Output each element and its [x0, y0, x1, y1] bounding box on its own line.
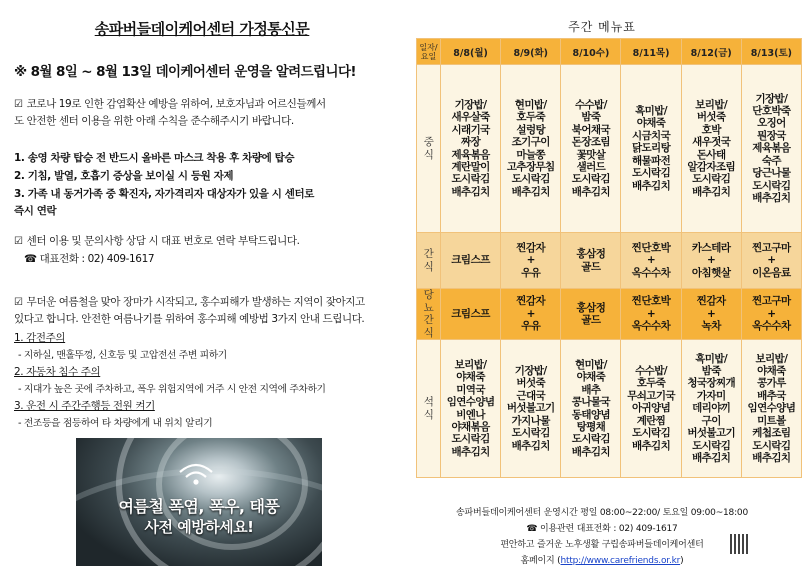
summer-intro-line-2: 있다고 합니다. 안전한 여름나기를 위하여 홍수피해 예방법 3가지 안내 드립니다.: [14, 313, 365, 325]
menu-item: 배추김치: [571, 445, 610, 458]
menu-cell: [441, 340, 501, 478]
menu-item: 꽃맛살: [576, 148, 606, 161]
menu-item: 닭도리탕: [631, 142, 671, 155]
checkbox-icon: ☑: [14, 99, 23, 110]
menu-item: 호박: [701, 123, 721, 136]
meal-type-label: 당 뇨 간 식: [417, 289, 441, 340]
menu-item: 야채죽: [636, 117, 666, 130]
menu-item: 보리밥/: [755, 352, 788, 365]
menu-item: 근대국: [516, 389, 546, 402]
menu-item: 배추김치: [571, 185, 610, 198]
menu-item: 야채죽: [576, 371, 606, 384]
menu-cell: [441, 65, 501, 233]
menu-item: 밤죽: [581, 111, 601, 124]
menu-item: 짜장: [461, 136, 481, 149]
menu-item: 새우젓국: [692, 136, 731, 149]
menu-item: 콩가루: [757, 377, 786, 390]
menu-item: +: [646, 254, 656, 267]
menu-item: 도시락김: [752, 179, 791, 192]
covid-intro-text-1: 코로나 19로 인한 감염확산 예방을 위하여, 보호자님과 어르신들께서: [26, 98, 326, 110]
tip-1-body: - 지하실, 맨홀뚜껑, 신호등 및 고압전선 주변 피하기: [18, 350, 227, 361]
menu-cell: [741, 289, 801, 340]
menu-item: 임연수양념: [747, 402, 796, 415]
menu-cell: [621, 233, 681, 289]
menu-item: 수수밥/: [574, 98, 607, 111]
menu-item: 오징어: [757, 117, 786, 130]
menu-item: 찐단호박: [631, 241, 671, 254]
menu-item: 크림스프: [451, 307, 490, 320]
date-day-header: [417, 39, 441, 65]
covid-intro-line-1: [14, 96, 326, 113]
menu-item: 현미밥/: [514, 98, 547, 111]
menu-item: 알감자조림: [687, 160, 736, 173]
menu-cell: [561, 65, 621, 233]
menu-item: 배추김치: [752, 191, 791, 204]
menu-cell: [681, 340, 741, 478]
menu-cell: [741, 340, 801, 478]
menu-item: 버섯죽: [696, 111, 726, 124]
menu-item: 아침햇살: [691, 266, 731, 279]
menu-item: 보리밥/: [695, 98, 728, 111]
menu-item: 우유: [521, 266, 541, 279]
menu-item: 미역국: [456, 383, 485, 396]
menu-item: 배추김치: [511, 185, 550, 198]
menu-item: 배추국: [757, 389, 786, 402]
menu-item: 북어채국: [571, 123, 610, 136]
checkbox-icon: ☑: [14, 236, 23, 247]
day-header: 8/13(토): [741, 39, 801, 65]
menu-item: +: [707, 307, 716, 320]
menu-item: 야채볶음: [451, 420, 490, 433]
menu-item: +: [646, 307, 656, 320]
menu-item: 옥수수차: [752, 320, 791, 333]
menu-item: 뭔장국: [757, 129, 786, 142]
meal-type-label: 중 식: [417, 65, 441, 233]
homepage-label: 홈페이지 (: [520, 556, 561, 566]
menu-item: 배추김치: [631, 439, 671, 452]
menu-item: +: [526, 254, 535, 267]
menu-item: 탕평채: [576, 420, 606, 433]
menu-item: 골드: [581, 314, 601, 326]
menu-item: 골드: [581, 260, 601, 273]
menu-item: 계란찜: [636, 414, 666, 427]
menu-item: 데리야끼: [692, 402, 731, 415]
menu-item: 수수밥/: [635, 365, 667, 378]
contact-note: [14, 233, 300, 250]
menu-panel: [402, 0, 810, 572]
menu-item: 새우살죽: [451, 111, 490, 124]
menu-item: 청국장찌개: [687, 377, 736, 390]
menu-item: 무쇠고기국: [627, 389, 675, 402]
menu-header-row: [417, 39, 802, 65]
menu-item: 마늘쫑: [516, 148, 546, 161]
covid-intro-line-2: 도 안전한 센터 이용을 위한 아래 수칙을 준수해주시기 바랍니다.: [14, 115, 294, 127]
menu-item: 도시락김: [511, 427, 550, 440]
menu-item: +: [767, 254, 776, 267]
menu-item: 콩나물국: [571, 396, 610, 409]
menu-item: 카스테라: [691, 241, 731, 254]
menu-item: 배추김치: [631, 179, 671, 192]
menu-item: +: [526, 307, 535, 320]
menu-item: 비엔나: [456, 408, 485, 421]
menu-title: 주간 메뉴표: [568, 20, 636, 34]
menu-item: 보리밥/: [454, 358, 487, 371]
menu-item: 홍삼정: [576, 301, 606, 314]
menu-item: 옥수수차: [631, 320, 671, 333]
headline: ※ 8월 8일 ~ 8월 13일 데이케어센터 운영을 알려드립니다!: [14, 64, 356, 80]
menu-item: 우유: [521, 320, 541, 333]
menu-item: 배추: [581, 383, 601, 396]
menu-item: 도시락김: [692, 439, 731, 452]
menu-item: 배추김치: [451, 445, 490, 458]
menu-item: 도시락김: [631, 167, 671, 180]
menu-item: 도시락김: [692, 173, 731, 186]
menu-cell: [501, 289, 561, 340]
menu-cell: [681, 65, 741, 233]
day-header: 8/12(금): [681, 39, 741, 65]
day-header: 8/8(월): [441, 39, 501, 65]
menu-row: [417, 289, 802, 340]
menu-item: +: [707, 254, 716, 267]
menu-item: 찐고구마: [752, 295, 791, 308]
image-caption-2: 사전 예방하세요!: [144, 518, 254, 536]
menu-item: 미트볼: [757, 414, 786, 427]
menu-item: 가지나물: [511, 414, 550, 427]
menu-item: 호두죽: [636, 377, 666, 390]
menu-item: 배추김치: [511, 439, 550, 452]
menu-item: 아귀양념: [631, 402, 671, 415]
menu-cell: [561, 233, 621, 289]
menu-item: 도시락김: [451, 173, 490, 186]
menu-item: 고추장무침: [506, 160, 555, 173]
menu-item: +: [767, 307, 776, 320]
menu-item: 기장밥/: [755, 92, 788, 105]
menu-item: 도시락김: [451, 433, 490, 446]
menu-item: 옥수수차: [631, 266, 671, 279]
menu-item: 도시락김: [571, 433, 610, 446]
menu-item: 해물파전: [631, 154, 671, 167]
contact-phone: ☎ 대표전화 : 02) 409-1617: [24, 253, 155, 265]
tip-3-body: - 전조등을 점등하여 타 차량에게 내 위치 알리기: [18, 418, 213, 429]
homepage-link[interactable]: http://www.carefriends.or.kr: [560, 556, 681, 566]
menu-item: 설렁탕: [516, 123, 546, 136]
menu-item: 조기구이: [511, 136, 550, 149]
weekly-menu-table: [416, 38, 802, 478]
rule-2: 2. 기침, 발열, 호흡기 증상을 보이실 시 등원 자제: [14, 170, 234, 182]
menu-item: 찐감자: [516, 295, 546, 308]
menu-item: 찐감자: [516, 241, 546, 254]
menu-cell: [741, 65, 801, 233]
menu-cell: [501, 233, 561, 289]
menu-cell: [741, 233, 801, 289]
menu-cell: [621, 289, 681, 340]
menu-item: 찐단호박: [631, 295, 671, 308]
menu-item: 배추김치: [752, 451, 791, 464]
day-header: 8/9(화): [501, 39, 561, 65]
menu-item: 녹차: [701, 320, 721, 333]
menu-item: 기장밥/: [454, 98, 487, 111]
tip-2-title: 2. 자동차 침수 주의: [14, 366, 101, 378]
menu-cell: [681, 289, 741, 340]
menu-item: 찐고구마: [752, 241, 791, 254]
menu-item: 도시락김: [752, 439, 791, 452]
newsletter-title: 송파버들데이케어센터 가정통신문: [94, 20, 310, 38]
menu-cell: [501, 340, 561, 478]
menu-item: 단호박죽: [752, 105, 791, 118]
menu-item: 이온음료: [752, 266, 791, 279]
contact-note-text: 센터 이용 및 문의사항 상담 시 대표 번호로 연락 부탁드립니다.: [26, 235, 300, 247]
menu-item: 계란말이: [451, 160, 490, 173]
menu-item: 제육볶음: [451, 148, 490, 161]
menu-item: 시금치국: [631, 129, 671, 142]
tip-3-title: 3. 운전 시 주간주행등 전원 켜기: [14, 400, 155, 412]
menu-item: 홍삼정: [576, 248, 606, 260]
menu-item: 도시락김: [571, 173, 610, 186]
summer-intro-line-1: [14, 294, 365, 311]
meal-type-label: 석 식: [417, 340, 441, 478]
menu-row: [417, 65, 802, 233]
menu-item: 케첩조림: [752, 427, 791, 440]
footer-homepage: [402, 553, 802, 569]
footer-phone: ☎ 이용관련 대표전화 : 02) 409-1617: [526, 524, 678, 534]
menu-item: 밤죽: [701, 365, 721, 378]
menu-item: 구이: [701, 414, 721, 427]
menu-cell: [681, 233, 741, 289]
footer-slogan: 편안하고 즐거운 노후생활 구립송파버들데이케어센터: [500, 540, 704, 550]
meal-type-label: 간 식: [417, 233, 441, 289]
menu-item: 당근나물: [752, 167, 791, 180]
menu-item: 야채죽: [757, 365, 786, 378]
menu-item: 현미밥/: [574, 358, 607, 371]
menu-cell: [501, 65, 561, 233]
menu-item: 버섯불고기: [687, 427, 736, 440]
rule-3a: 3. 가족 내 동거가족 중 확진자, 자가격리자 대상자가 있을 시 센터로: [14, 188, 314, 200]
menu-item: 크림스프: [451, 254, 490, 267]
menu-cell: [561, 340, 621, 478]
menu-row: [417, 233, 802, 289]
menu-item: 샐러드: [576, 160, 606, 173]
menu-cell: [561, 289, 621, 340]
menu-item: 돈사태: [696, 148, 726, 161]
menu-item: 기장밥/: [514, 365, 547, 378]
checkbox-icon: ☑: [14, 297, 23, 308]
menu-item: 버섯죽: [516, 377, 546, 390]
newsletter-panel: [0, 0, 400, 572]
menu-item: 도시락김: [511, 173, 550, 186]
menu-item: 돈장조림: [571, 136, 610, 149]
menu-item: 흑미밥/: [695, 352, 728, 365]
menu-item: 배추김치: [692, 185, 731, 198]
menu-item: 동태양념: [571, 408, 610, 421]
menu-item: 숙주: [761, 154, 781, 167]
day-header: 8/11목): [621, 39, 681, 65]
tip-1-title: 1. 감전주의: [14, 332, 66, 344]
operating-hours: 송파버들데이케어센터 운영시간 평일 08:00~22:00/ 토요일 09:00~18:00: [456, 508, 748, 518]
typhoon-image: [76, 438, 322, 566]
menu-cell: [621, 65, 681, 233]
menu-cell: [621, 340, 681, 478]
menu-item: 시래기국: [451, 123, 490, 136]
menu-item: 호두죽: [516, 111, 546, 124]
menu-item: 배추김치: [451, 185, 490, 198]
rule-1: 1. 송영 차량 탑승 전 반드시 올바른 마스크 착용 후 차량에 탑승: [14, 152, 295, 164]
broadcast-icon: [174, 460, 218, 488]
menu-item: 도시락김: [631, 427, 671, 440]
image-caption-1: 여름철 폭염, 폭우, 태풍: [118, 497, 280, 516]
rule-3b: 즉시 연락: [14, 205, 57, 217]
menu-item: 야채죽: [456, 371, 485, 384]
menu-cell: [441, 289, 501, 340]
day-header: 8/10수): [561, 39, 621, 65]
summer-intro-text-1: 무더운 여름철을 맞아 장마가 시작되고, 홍수피해가 발생하는 지역이 잦아지고: [26, 296, 365, 308]
menu-item: 버섯불고기: [506, 402, 555, 415]
menu-item: 배추김치: [692, 451, 731, 464]
menu-cell: [441, 233, 501, 289]
menu-item: 찐감자: [696, 295, 726, 308]
homepage-close: ): [680, 556, 684, 566]
menu-item: 흑미밥/: [635, 105, 667, 118]
menu-item: 임연수양념: [446, 396, 495, 409]
menu-item: 가자미: [696, 389, 726, 402]
menu-row: [417, 340, 802, 478]
qr-code-icon: [730, 534, 750, 554]
corner-label: 일자/요일: [419, 42, 438, 61]
menu-item: 제육볶음: [752, 142, 791, 155]
tip-2-body: - 지대가 높은 곳에 주차하고, 폭우 위험지역에 거주 시 안전 지역에 주차하기: [18, 384, 326, 395]
